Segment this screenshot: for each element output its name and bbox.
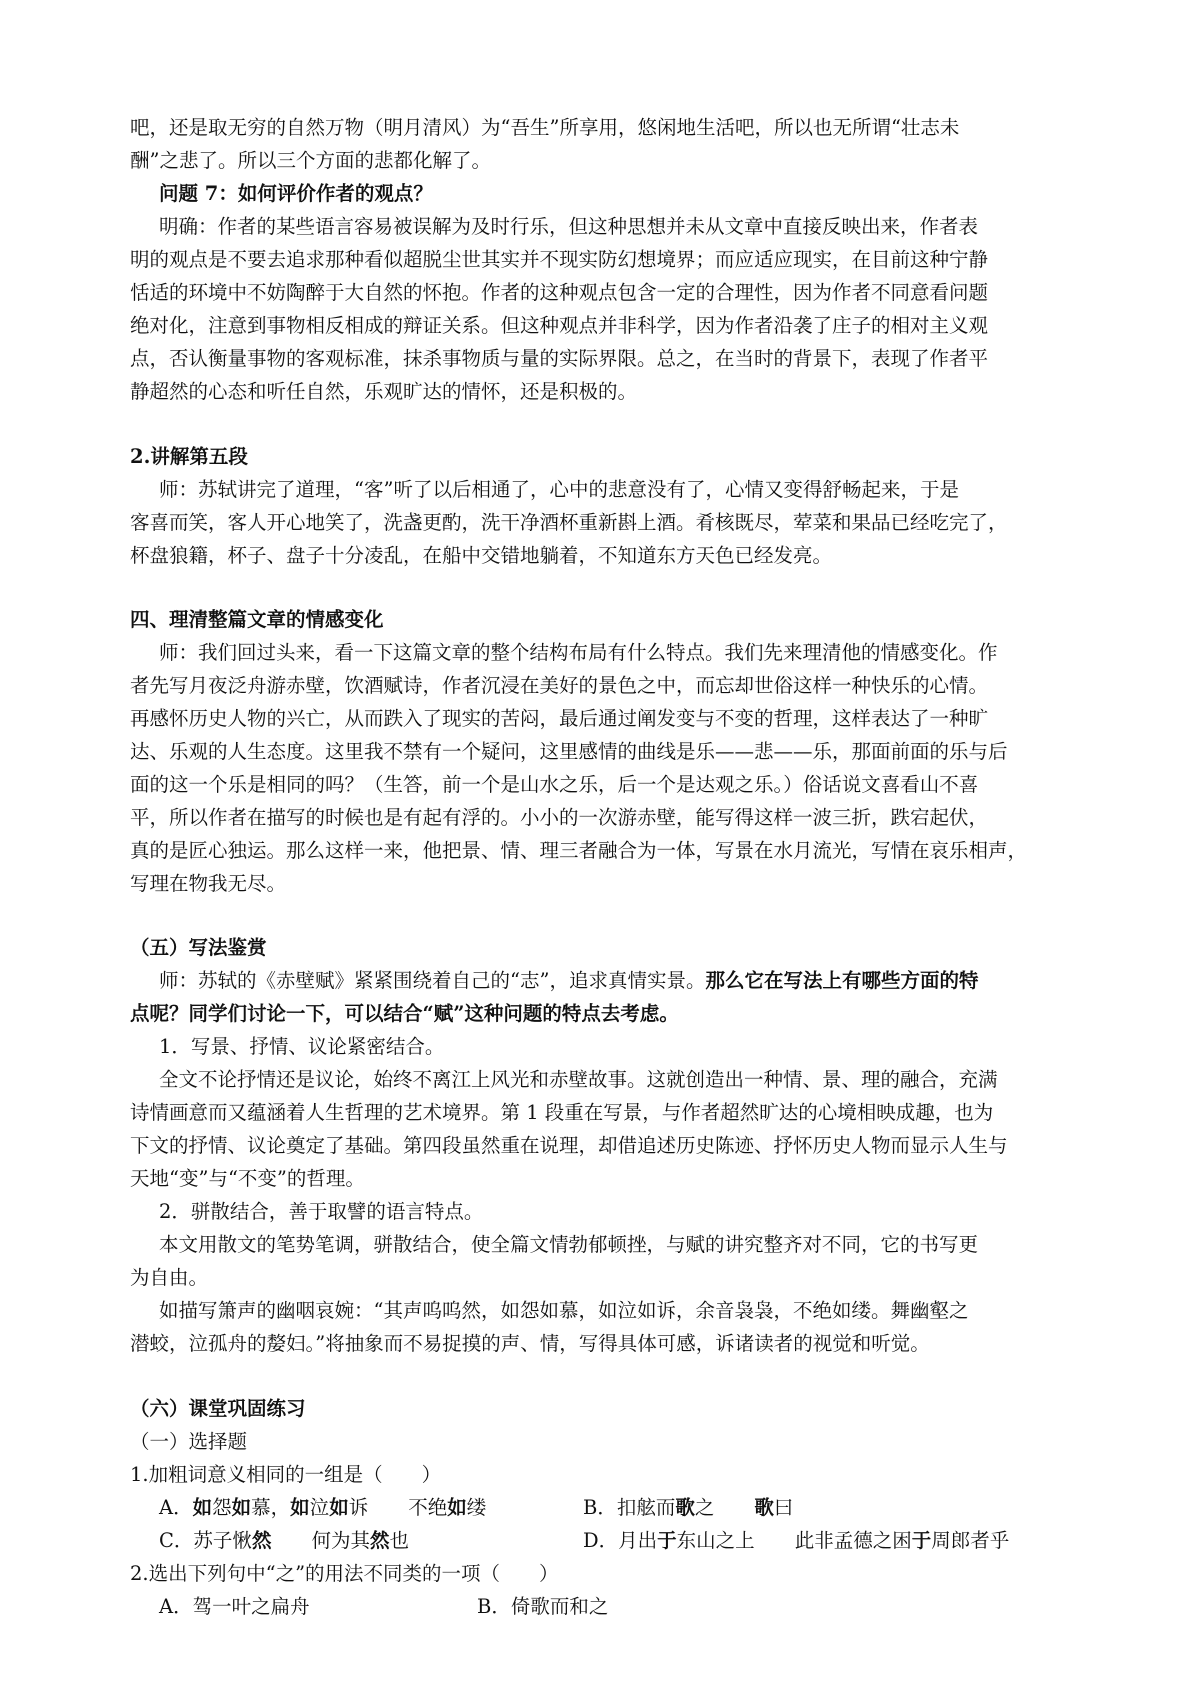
q1-option-b: B．扣舷而歌之 歌曰 bbox=[583, 1496, 794, 1519]
paragraph-line: 绝对化，注意到事物相反相成的辩证关系。但这种观点并非科学，因为作者沿袭了庄子的相对主义观 bbox=[130, 314, 989, 337]
paragraph-line: 点呢？同学们讨论一下，可以结合“赋”这种问题的特点去考虑。 bbox=[130, 1002, 679, 1025]
intro-text: 师：苏轼的《赤壁赋》紧紧围绕着自己的“志”，追求真情实景。 bbox=[159, 969, 706, 992]
paragraph-line: 写理在物我无尽。 bbox=[130, 872, 287, 895]
paragraph-line: 明确：作者的某些语言容易被误解为及时行乐，但这种思想并未从文章中直接反映出来，作者表 bbox=[159, 215, 979, 238]
paragraph-line: 静超然的心态和听任自然，乐观旷达的情怀，还是积极的。 bbox=[130, 380, 638, 403]
subsection-heading: （一）选择题 bbox=[130, 1430, 248, 1453]
paragraph-line: 点，否认衡量事物的客观标准，抹杀事物质与量的实际界限。总之，在当时的背景下，表现了作者平 bbox=[130, 347, 989, 370]
paragraph-line: 者先写月夜泛舟游赤壁，饮酒赋诗，作者沉浸在美好的景色之中，而忘却世俗这样一种快乐的心情。 bbox=[130, 674, 989, 697]
q1-option-c: C．苏子愀然 何为其然也 bbox=[159, 1529, 409, 1552]
question7-heading: 问题 7：如何评价作者的观点？ bbox=[159, 182, 433, 205]
paragraph-line: 如描写箫声的幽咽哀婉：“其声呜呜然，如怨如慕，如泣如诉，余音袅袅，不绝如缕。舞幽壑之 bbox=[159, 1299, 969, 1322]
paragraph-line: 酬”之悲了。所以三个方面的悲都化解了。 bbox=[130, 149, 491, 172]
question-1: 1.加粗词意义相同的一组是（ ） bbox=[130, 1463, 442, 1486]
q1-option-a: A．如怨如慕，如泣如诉 不绝如缕 bbox=[159, 1496, 487, 1519]
paragraph-line: 面的这一个乐是相同的吗？（生答，前一个是山水之乐，后一个是达观之乐。）俗话说文喜看山不喜 bbox=[130, 773, 979, 796]
paragraph-line: 恬适的环境中不妨陶醉于大自然的怀抱。作者的这种观点包含一定的合理性，因为作者不同意看问题 bbox=[130, 281, 989, 304]
paragraph-line: 达、乐观的人生态度。这里我不禁有一个疑问，这里感情的曲线是乐——悲——乐，那面前面的乐与后 bbox=[130, 740, 1008, 763]
paragraph-line: 吧，还是取无穷的自然万物（明月清风）为“吾生”所享用，悠闲地生活吧，所以也无所谓“壮志未 bbox=[130, 116, 960, 139]
intro-bold-text: 那么它在写法上有哪些方面的特 bbox=[705, 969, 979, 992]
paragraph-line: 师：我们回过头来，看一下这篇文章的整个结构布局有什么特点。我们先来理清他的情感变化。作 bbox=[159, 641, 998, 664]
paragraph-line: 平，所以作者在描写的时候也是有起有浮的。小小的一次游赤壁，能写得这样一波三折，跌宕起伏， bbox=[130, 806, 989, 829]
paragraph-line: 下文的抒情、议论奠定了基础。第四段虽然重在说理，却借追述历史陈迹、抒怀历史人物而显示人生与 bbox=[130, 1134, 1008, 1157]
paragraph-line: 杯盘狼籍，杯子、盘子十分凌乱，在船中交错地躺着，不知道东方天色已经发亮。 bbox=[130, 544, 833, 567]
paragraph-line: 客喜而笑，客人开心地笑了，洗盏更酌，洗干净酒杯重新斟上酒。肴核既尽，荤菜和果品已经吃完了， bbox=[130, 511, 1008, 534]
point-heading: 1．写景、抒情、议论紧密结合。 bbox=[159, 1035, 445, 1058]
paragraph-line: 再感怀历史人物的兴亡，从而跌入了现实的苦闷，最后通过阐发变与不变的哲理，这样表达了一种旷 bbox=[130, 707, 989, 730]
section-heading: （五）写法鉴赏 bbox=[130, 936, 267, 959]
paragraph-line: 师：苏轼讲完了道理，“客”听了以后相通了，心中的悲意没有了，心情又变得舒畅起来，于是 bbox=[159, 478, 959, 501]
paragraph-line: 明的观点是不要去追求那种看似超脱尘世其实并不现实防幻想境界；而应适应现实，在目前这种宁静 bbox=[130, 248, 989, 271]
section-heading: 四、理清整篇文章的情感变化 bbox=[130, 608, 384, 631]
q2-option-b: B．倚歌而和之 bbox=[477, 1595, 609, 1618]
paragraph-line: 潜蛟，泣孤舟的嫠妇。”将抽象而不易捉摸的声、情，写得具体可感，诉诸读者的视觉和听觉。 bbox=[130, 1332, 930, 1355]
paragraph-line: 全文不论抒情还是议论，始终不离江上风光和赤壁故事。这就创造出一种情、景、理的融合，充满 bbox=[159, 1068, 998, 1091]
paragraph-line: 天地“变”与“不变”的哲理。 bbox=[130, 1167, 365, 1190]
paragraph-line: 为自由。 bbox=[130, 1266, 209, 1289]
q1-option-d: D．月出于东山之上 此非孟德之困于周郎者乎 bbox=[583, 1529, 1010, 1552]
section-heading: （六）课堂巩固练习 bbox=[130, 1397, 306, 1420]
paragraph-line: 真的是匠心独运。那么这样一来，他把景、情、理三者融合为一体，写景在水月流光，写情在哀乐相声， bbox=[130, 839, 1028, 862]
question-2: 2.选出下列句中“之”的用法不同类的一项（ ） bbox=[130, 1562, 559, 1585]
paragraph-line: 诗情画意而又蕴涵着人生哲理的艺术境界。第 1 段重在写景，与作者超然旷达的心境相映成趣，也为 bbox=[130, 1101, 994, 1124]
q2-option-a: A．驾一叶之扁舟 bbox=[159, 1595, 310, 1618]
section-heading: 2.讲解第五段 bbox=[130, 445, 248, 468]
paragraph-line bbox=[159, 964, 978, 997]
point-heading: 2．骈散结合，善于取譬的语言特点。 bbox=[159, 1200, 484, 1223]
paragraph-line: 本文用散文的笔势笔调，骈散结合，使全篇文情勃郁顿挫，与赋的讲究整齐对不同，它的书写更 bbox=[159, 1233, 979, 1256]
